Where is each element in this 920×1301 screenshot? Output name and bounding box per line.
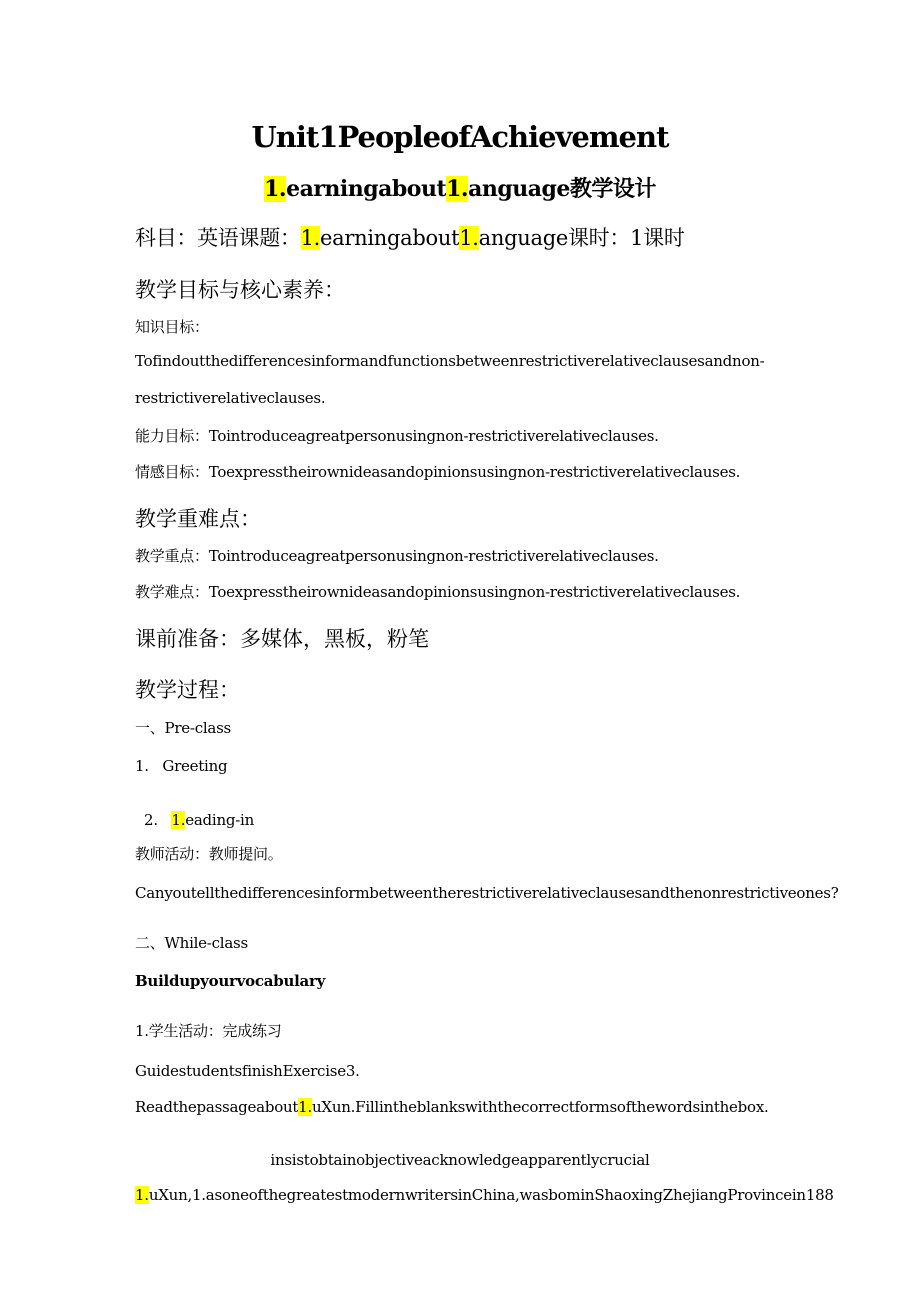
highlight-mark: 1. bbox=[459, 226, 479, 250]
section-while-class: 二、While-class bbox=[135, 934, 248, 952]
exercise-instruction: GuidestudentsfinishExercise3. bbox=[135, 1062, 360, 1080]
key-points-heading: 教学重难点： bbox=[135, 507, 261, 531]
process-heading: 教学过程： bbox=[135, 678, 240, 702]
teacher-activity: 教师活动：教师提问。 bbox=[135, 845, 283, 863]
highlight-mark: 1. bbox=[298, 1098, 312, 1116]
student-activity: 1.学生活动：完成练习 bbox=[135, 1022, 282, 1040]
emotion-goal: 情感目标：Toexpresstheirownideasandopinionsusingnon-restrictiverelativeclauses. bbox=[135, 463, 741, 481]
highlight-mark: 1. bbox=[446, 176, 469, 202]
passage-first-line: 1.uXun,1.asoneofthegreatestmodernwritersinChina,wasbominShaoxingZhejiangProvincein188 bbox=[135, 1186, 834, 1204]
knowledge-goal-label: 知识目标： bbox=[135, 318, 209, 336]
document-title: Unit1PeopleofAchievement bbox=[251, 120, 669, 154]
key-focus: 教学重点：Tointroduceagreatpersonusingnon-restrictiverelativeclauses. bbox=[135, 547, 659, 565]
key-difficulty: 教学难点：Toexpresstheirownideasandopinionsusingnon-restrictiverelativeclauses. bbox=[135, 583, 741, 601]
goals-heading: 教学目标与核心素养： bbox=[135, 278, 345, 302]
knowledge-goal-text: Tofindoutthedifferencesinformandfunctionsbetweenrestrictiverelativeclausesandnon- bbox=[135, 352, 765, 370]
course-meta: 科目：英语课题：1.earningabout1.anguage课时：1课时 bbox=[135, 226, 685, 250]
vocabulary-heading: Buildupyourvocabulary bbox=[135, 972, 326, 990]
highlight-mark: 1. bbox=[171, 811, 186, 829]
list-item-leading-in: 2. 1.eading-in bbox=[144, 811, 254, 829]
ability-goal: 能力目标：Tointroduceagreatpersonusingnon-restrictiverelativeclauses. bbox=[135, 427, 659, 445]
highlight-mark: 1. bbox=[300, 226, 321, 250]
reading-instruction: Readthepassageabout1.uXun.Fillintheblankswiththecorrectformsofthewordsinthebox. bbox=[135, 1098, 769, 1116]
document-subtitle: 1.earningabout1.anguage教学设计 bbox=[264, 176, 656, 202]
teacher-question: Canyoutellthedifferencesinformbetweentherestrictiverelativeclausesandthenonrestrictiveones? bbox=[135, 884, 839, 902]
preparation: 课前准备：多媒体，黑板，粉笔 bbox=[135, 627, 429, 651]
list-item-greeting: 1. Greeting bbox=[135, 757, 228, 775]
highlight-mark: 1. bbox=[135, 1186, 149, 1204]
word-box: insistobtainobjectiveacknowledgeapparentlycrucial bbox=[270, 1151, 650, 1169]
highlight-mark: 1. bbox=[264, 176, 287, 202]
knowledge-goal-text-cont: restrictiverelativeclauses. bbox=[135, 389, 326, 407]
section-pre-class: 一、Pre-class bbox=[135, 719, 231, 737]
